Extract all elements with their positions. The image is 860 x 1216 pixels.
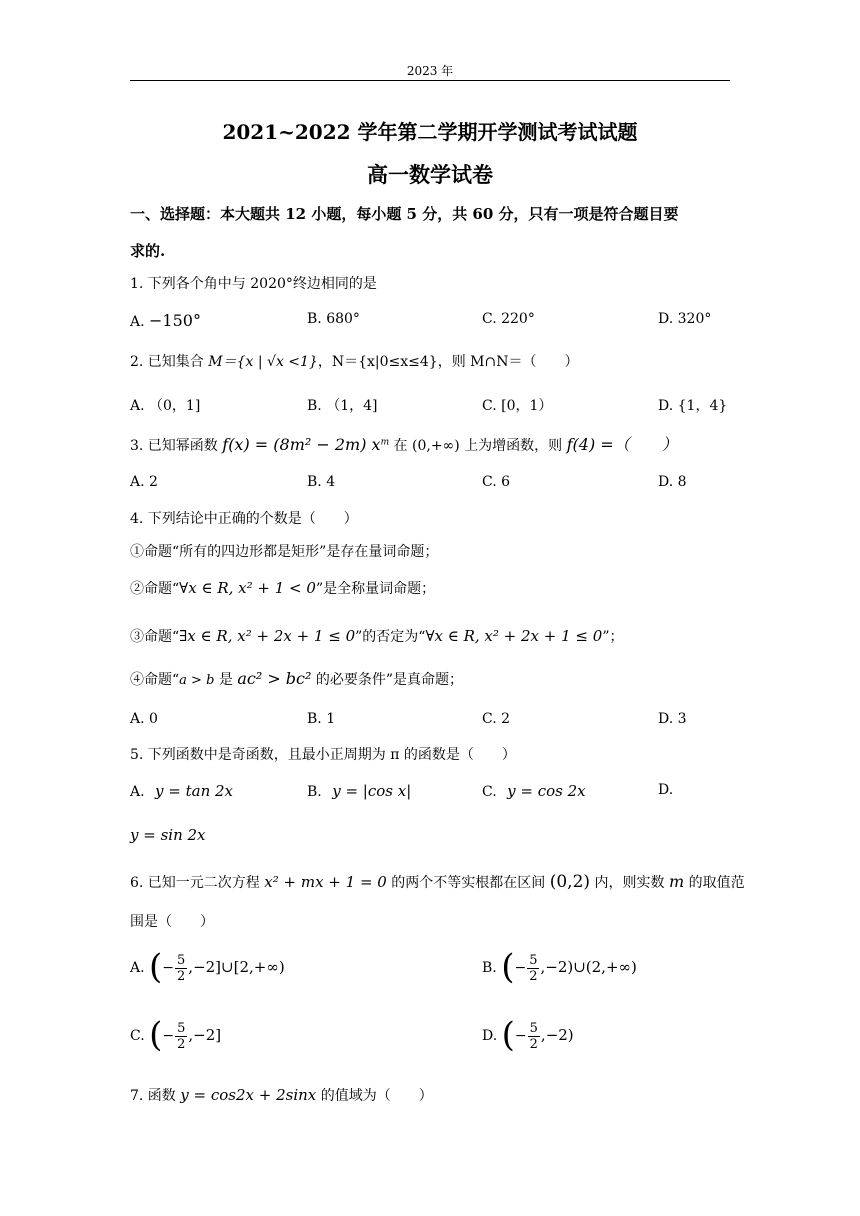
q5-a-value: y = tan 2x bbox=[155, 782, 233, 800]
q5-option-d-value bbox=[130, 826, 206, 844]
q6-a-label: A. bbox=[130, 960, 145, 976]
exam-subtitle: 高一数学试卷 bbox=[367, 162, 493, 187]
q5-b-value: y = |cos x| bbox=[332, 782, 412, 800]
q6-mid: 的两个不等实根都在区间 bbox=[386, 875, 550, 891]
q3-option-b: B. 4 bbox=[307, 474, 336, 490]
header-rule bbox=[130, 80, 730, 81]
q1-option-b: B. 680° bbox=[307, 311, 360, 327]
q6-pre: 6. 已知一元二次方程 bbox=[130, 875, 265, 891]
q2-set-m: M＝{x | √x <1} bbox=[208, 354, 318, 370]
q3-function: f(x) = (8m² − 2m) x bbox=[222, 435, 381, 454]
q6-c-tail: ,−2] bbox=[188, 1026, 222, 1044]
q4-statement-3 bbox=[130, 626, 730, 646]
q6-a-fraction: $\frac{5}{2}$ bbox=[177, 952, 186, 984]
q4-stem: 4. 下列结论中正确的个数是（ ） bbox=[130, 511, 358, 527]
q7-stem bbox=[130, 1085, 730, 1105]
q4-option-c: C. 2 bbox=[482, 711, 511, 727]
q6-stem-line2: 围是（ ） bbox=[130, 914, 214, 930]
q5-option-d-label: D. bbox=[658, 782, 674, 798]
q5-c-label: C. bbox=[482, 784, 497, 800]
q5-stem: 5. 下列函数中是奇函数，且最小正周期为 π 的函数是（ ） bbox=[130, 747, 516, 763]
q3-mid: 在 (0,+∞) 上为增函数，则 bbox=[389, 438, 567, 454]
q6-option-b: B. (− $\frac{5}{2}$ ,−2)∪(2,+∞) bbox=[482, 947, 637, 987]
q4-s3-post: ”； bbox=[602, 629, 624, 645]
q6-c-fraction: $\frac{5}{2}$ bbox=[177, 1020, 186, 1052]
q4-s3-mid: ”的否定为“ bbox=[355, 629, 426, 645]
q5-d-value: y = sin 2x bbox=[130, 826, 206, 844]
q6-option-d: D. (− $\frac{5}{2}$ ,−2) bbox=[482, 1015, 574, 1055]
q1-stem: 1. 下列各个角中与 2020°终边相同的是 bbox=[130, 276, 377, 292]
q6-b-fraction: $\frac{5}{2}$ bbox=[529, 952, 538, 984]
q2-pre: 2. 已知集合 bbox=[130, 354, 209, 370]
q2-option-b: B. （1，4] bbox=[307, 398, 378, 414]
q6-d-fraction: $\frac{5}{2}$ bbox=[529, 1020, 538, 1052]
q2-option-d: D. {1，4} bbox=[658, 398, 728, 414]
q5-a-label: A. bbox=[130, 784, 145, 800]
q7-post: 的值域为（ ） bbox=[316, 1088, 433, 1104]
q5-b-label: B. bbox=[307, 784, 322, 800]
q4-statement-1: ①命题“所有的四边形都是矩形”是存在量词命题； bbox=[130, 544, 439, 560]
q4-s3-pre: ③命题“ bbox=[130, 629, 180, 645]
q3-option-d: D. 8 bbox=[658, 474, 687, 490]
q5-option-a bbox=[130, 782, 233, 800]
q4-option-a: A. 0 bbox=[130, 711, 158, 727]
q6-d-label: D. bbox=[482, 1028, 498, 1044]
q6-mid2: 内，则实数 bbox=[590, 875, 669, 891]
q4-statement-4 bbox=[130, 669, 730, 689]
q4-statement-2 bbox=[130, 578, 730, 598]
q1-a-value: −150° bbox=[149, 311, 201, 330]
q1-a-label: A. bbox=[130, 314, 145, 330]
q6-b-label: B. bbox=[482, 960, 497, 976]
q4-s2-post: ”是全称量词命题； bbox=[315, 581, 436, 597]
q5-option-c bbox=[482, 782, 586, 800]
q4-s2-math: ∀x ∈ R, x² + 1 < 0 bbox=[179, 579, 316, 597]
q4-s4-math2: ac² > bc² bbox=[237, 669, 312, 688]
q2-stem bbox=[130, 351, 730, 371]
q6-var: m bbox=[668, 872, 685, 891]
q6-d-tail: ,−2) bbox=[540, 1026, 574, 1044]
q4-option-d: D. 3 bbox=[658, 711, 687, 727]
q6-interval: (0,2) bbox=[549, 872, 591, 892]
q6-a-tail: ,−2]∪[2,+∞) bbox=[188, 958, 285, 976]
q3-stem bbox=[130, 432, 730, 455]
q4-option-b: B. 1 bbox=[307, 711, 336, 727]
q2-option-a: A. （0，1] bbox=[130, 398, 201, 414]
q4-s3-math1: ∃x ∈ R, x² + 2x + 1 ≤ 0 bbox=[179, 627, 356, 645]
q6-equation: x² + mx + 1 = 0 bbox=[264, 873, 387, 891]
q6-stem bbox=[130, 872, 745, 892]
q2-option-c: C. [0，1） bbox=[482, 398, 553, 414]
q3-exponent: m bbox=[380, 437, 390, 448]
q7-pre: 7. 函数 bbox=[130, 1088, 181, 1104]
q4-s4-mid: 是 bbox=[214, 672, 238, 688]
q3-option-c: C. 6 bbox=[482, 474, 511, 490]
q4-s4-math1: a > b bbox=[179, 673, 215, 688]
exam-title: 2021~2022 学年第二学期开学测试考试试题 bbox=[222, 120, 638, 144]
q6-option-c: C. (− $\frac{5}{2}$ ,−2] bbox=[130, 1015, 222, 1055]
q3-tail: f(4) =（ ） bbox=[566, 435, 678, 454]
q4-s3-math2: ∀x ∈ R, x² + 2x + 1 ≤ 0 bbox=[425, 627, 603, 645]
q1-option-c: C. 220° bbox=[482, 311, 535, 327]
q4-s4-post: 的必要条件”是真命题； bbox=[311, 672, 464, 688]
q6-option-a: A. (− $\frac{5}{2}$ ,−2]∪[2,+∞) bbox=[130, 947, 285, 987]
q4-s2-pre: ②命题“ bbox=[130, 581, 180, 597]
q7-function: y = cos2x + 2sinx bbox=[180, 1086, 317, 1104]
q6-b-tail: ,−2)∪(2,+∞) bbox=[540, 958, 637, 976]
section-heading-line2: 求的. bbox=[130, 242, 166, 260]
q2-mid: ，N＝{x|0≤x≤4}，则 M∩N＝（ ） bbox=[317, 354, 579, 370]
q3-option-a: A. 2 bbox=[130, 474, 158, 490]
q6-post: 的取值范 bbox=[684, 875, 745, 891]
q1-option-a bbox=[130, 311, 201, 330]
q4-s4-pre: ④命题“ bbox=[130, 672, 180, 688]
q5-option-b bbox=[307, 782, 411, 800]
q3-pre: 3. 已知幂函数 bbox=[130, 438, 223, 454]
header-year: 2023 年 bbox=[406, 64, 454, 78]
q5-c-value: y = cos 2x bbox=[507, 782, 586, 800]
section-heading-line1: 一、选择题：本大题共 12 小题，每小题 5 分，共 60 分，只有一项是符合题目要 bbox=[130, 205, 679, 223]
q6-c-label: C. bbox=[130, 1028, 145, 1044]
q1-option-d: D. 320° bbox=[658, 311, 712, 327]
